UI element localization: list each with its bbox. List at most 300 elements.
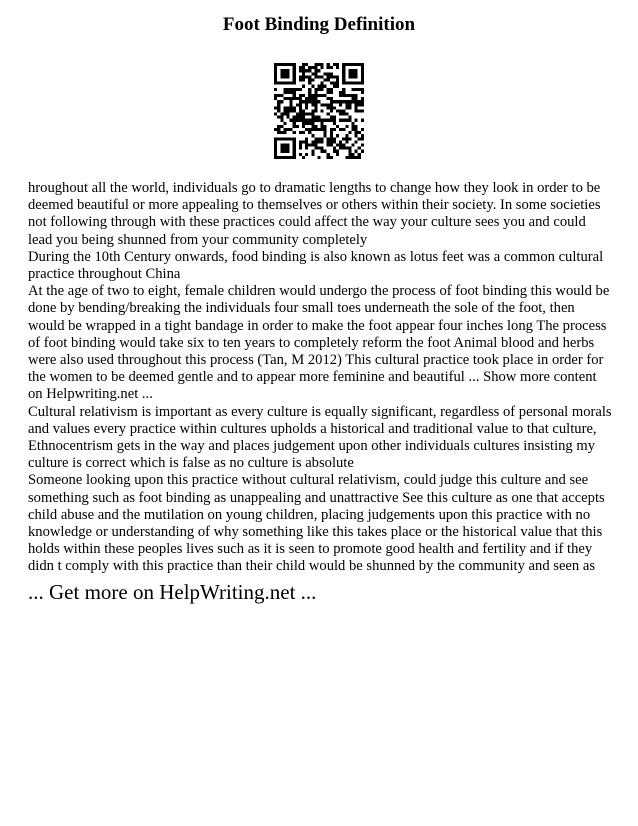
qr-module: [293, 91, 296, 94]
qr-module: [336, 85, 339, 88]
qr-module: [286, 63, 289, 66]
qr-module: [345, 147, 348, 150]
qr-module: [311, 97, 314, 100]
qr-module: [308, 69, 311, 72]
qr-module: [330, 116, 333, 119]
qr-module: [296, 116, 299, 119]
qr-module: [355, 106, 358, 109]
qr-module: [348, 72, 351, 75]
qr-module: [299, 66, 302, 69]
qr-module: [342, 94, 345, 97]
qr-module: [299, 75, 302, 78]
qr-module: [330, 156, 333, 159]
qr-module: [321, 88, 324, 91]
qr-module: [355, 140, 358, 143]
qr-module: [308, 122, 311, 125]
qr-module: [314, 144, 317, 147]
qr-module: [311, 150, 314, 153]
qr-module: [327, 75, 330, 78]
qr-module: [293, 66, 296, 69]
qr-module: [314, 137, 317, 140]
qr-module: [280, 137, 283, 140]
qr-module: [348, 137, 351, 140]
qr-module: [311, 78, 314, 81]
qr-module: [324, 119, 327, 122]
qr-module: [311, 128, 314, 131]
qr-module: [283, 131, 286, 134]
qr-module: [280, 131, 283, 134]
qr-module: [302, 66, 305, 69]
qr-module: [274, 113, 277, 116]
qr-module: [330, 97, 333, 100]
qr-module: [277, 116, 280, 119]
qr-module: [348, 69, 351, 72]
qr-module: [321, 109, 324, 112]
qr-module: [336, 125, 339, 128]
qr-module: [314, 125, 317, 128]
qr-module: [348, 153, 351, 156]
qr-module: [308, 82, 311, 85]
qr-module: [277, 125, 280, 128]
qr-module: [283, 69, 286, 72]
qr-module: [302, 113, 305, 116]
qr-module: [327, 140, 330, 143]
qr-module: [317, 85, 320, 88]
qr-module: [290, 137, 293, 140]
qr-module: [286, 137, 289, 140]
qr-module: [352, 153, 355, 156]
qr-module: [280, 156, 283, 159]
qr-module: [352, 122, 355, 125]
qr-module: [355, 82, 358, 85]
qr-module: [286, 147, 289, 150]
qr-module: [293, 147, 296, 150]
qr-module: [314, 66, 317, 69]
qr-module: [274, 144, 277, 147]
qr-module: [296, 103, 299, 106]
qr-module: [283, 88, 286, 91]
qr-module: [317, 69, 320, 72]
qr-module: [293, 109, 296, 112]
qr-module: [305, 75, 308, 78]
qr-module: [286, 128, 289, 131]
qr-module: [352, 72, 355, 75]
qr-module: [321, 82, 324, 85]
qr-module: [361, 91, 364, 94]
qr-module: [324, 128, 327, 131]
qr-module: [305, 137, 308, 140]
qr-module: [314, 91, 317, 94]
qr-module: [345, 113, 348, 116]
qr-module: [342, 119, 345, 122]
qr-module: [358, 109, 361, 112]
qr-module: [336, 153, 339, 156]
qr-module: [352, 156, 355, 159]
qr-module: [274, 153, 277, 156]
qr-module: [336, 150, 339, 153]
qr-module: [274, 72, 277, 75]
qr-module: [280, 94, 283, 97]
qr-module: [299, 103, 302, 106]
qr-module: [305, 122, 308, 125]
qr-module: [290, 103, 293, 106]
qr-module: [293, 144, 296, 147]
qr-module: [286, 82, 289, 85]
qr-module: [305, 153, 308, 156]
qr-module: [286, 69, 289, 72]
qr-module: [280, 100, 283, 103]
qr-module: [352, 88, 355, 91]
qr-module: [302, 131, 305, 134]
qr-module: [321, 137, 324, 140]
qr-module: [333, 75, 336, 78]
qr-module: [283, 122, 286, 125]
qr-module: [333, 106, 336, 109]
qr-module: [302, 69, 305, 72]
qr-module: [339, 147, 342, 150]
qr-module: [327, 144, 330, 147]
qr-module: [299, 153, 302, 156]
qr-module: [361, 134, 364, 137]
qr-module: [314, 100, 317, 103]
qr-module: [286, 156, 289, 159]
qr-module: [305, 119, 308, 122]
qr-module: [308, 75, 311, 78]
qr-module: [314, 116, 317, 119]
qr-module: [336, 144, 339, 147]
qr-module: [317, 119, 320, 122]
qr-module: [348, 116, 351, 119]
qr-module: [280, 72, 283, 75]
qr-module: [308, 144, 311, 147]
qr-module: [348, 75, 351, 78]
qr-module: [355, 94, 358, 97]
qr-module: [293, 119, 296, 122]
qr-module: [308, 97, 311, 100]
qr-module: [342, 137, 345, 140]
qr-module: [293, 88, 296, 91]
qr-module: [348, 63, 351, 66]
qr-module: [330, 66, 333, 69]
qr-module: [327, 97, 330, 100]
qr-module: [330, 109, 333, 112]
get-more-link[interactable]: ... Get more on HelpWriting.net ...: [28, 580, 317, 604]
qr-module: [330, 91, 333, 94]
qr-module: [358, 137, 361, 140]
qr-module: [308, 88, 311, 91]
qr-module: [283, 72, 286, 75]
qr-module: [283, 82, 286, 85]
qr-module: [293, 125, 296, 128]
qr-module: [311, 134, 314, 137]
qr-module: [317, 156, 320, 159]
qr-module: [330, 82, 333, 85]
qr-module: [314, 140, 317, 143]
qr-module: [358, 153, 361, 156]
qr-module: [330, 88, 333, 91]
qr-module: [274, 106, 277, 109]
qr-module: [324, 150, 327, 153]
qr-module: [321, 63, 324, 66]
paragraph-intro: hroughout all the world, individuals go to dramatic lengths to change how they look in order to be deemed beautiful or more appealing to themselves or others within their society. In some societies not following through with these practices could affect the way your culture sees you and could lead you being shunned from your community completely: [28, 180, 601, 248]
qr-module: [314, 97, 317, 100]
qr-module: [305, 147, 308, 150]
qr-module: [302, 75, 305, 78]
qr-module: [358, 100, 361, 103]
qr-module: [348, 150, 351, 153]
qr-module: [361, 69, 364, 72]
qr-module: [345, 119, 348, 122]
qr-module: [280, 75, 283, 78]
qr-module: [342, 100, 345, 103]
qr-module: [330, 131, 333, 134]
qr-module: [348, 100, 351, 103]
qr-module: [302, 63, 305, 66]
qr-module: [355, 63, 358, 66]
qr-module: [311, 122, 314, 125]
qr-module: [308, 119, 311, 122]
qr-module: [311, 119, 314, 122]
qr-module: [361, 66, 364, 69]
qr-module: [311, 153, 314, 156]
qr-module: [317, 88, 320, 91]
qr-module: [327, 156, 330, 159]
qr-module: [308, 113, 311, 116]
qr-module: [336, 63, 339, 66]
qr-module: [324, 131, 327, 134]
qr-module: [280, 69, 283, 72]
qr-module: [348, 147, 351, 150]
qr-module: [314, 147, 317, 150]
qr-module: [358, 88, 361, 91]
qr-module: [321, 125, 324, 128]
page-title: Foot Binding Definition: [222, 14, 416, 35]
qr-module: [280, 113, 283, 116]
qr-module: [361, 128, 364, 131]
qr-module: [333, 128, 336, 131]
qr-module: [302, 119, 305, 122]
qr-module: [299, 78, 302, 81]
qr-module: [339, 128, 342, 131]
qr-module: [290, 88, 293, 91]
qr-module: [352, 97, 355, 100]
qr-module: [286, 91, 289, 94]
qr-module: [361, 88, 364, 91]
qr-module: [311, 72, 314, 75]
qr-module: [361, 63, 364, 66]
qr-module: [321, 147, 324, 150]
qr-module: [305, 144, 308, 147]
qr-module: [317, 63, 320, 66]
qr-module: [274, 78, 277, 81]
qr-module: [280, 150, 283, 153]
qr-module: [302, 94, 305, 97]
qr-module: [299, 97, 302, 100]
qr-module: [277, 82, 280, 85]
qr-code-icon: [274, 63, 364, 159]
qr-module: [348, 156, 351, 159]
qr-module: [286, 106, 289, 109]
qr-module: [314, 94, 317, 97]
qr-module: [355, 109, 358, 112]
qr-module: [314, 72, 317, 75]
qr-module: [336, 78, 339, 81]
qr-module: [321, 150, 324, 153]
qr-module: [333, 137, 336, 140]
qr-module: [302, 100, 305, 103]
qr-module: [339, 100, 342, 103]
qr-module: [293, 131, 296, 134]
qr-module: [314, 119, 317, 122]
qr-module: [305, 69, 308, 72]
qr-module: [277, 137, 280, 140]
qr-module: [361, 78, 364, 81]
qr-module: [283, 63, 286, 66]
qr-module: [293, 75, 296, 78]
article-body: [28, 180, 612, 576]
qr-module: [311, 94, 314, 97]
qr-module: [305, 106, 308, 109]
qr-module: [333, 63, 336, 66]
qr-module: [314, 88, 317, 91]
qr-module: [342, 147, 345, 150]
qr-module: [336, 82, 339, 85]
qr-module: [283, 109, 286, 112]
qr-module: [324, 103, 327, 106]
qr-module: [293, 78, 296, 81]
qr-module: [286, 113, 289, 116]
qr-module: [355, 69, 358, 72]
qr-module: [286, 88, 289, 91]
qr-module: [342, 88, 345, 91]
qr-module: [296, 119, 299, 122]
qr-module: [317, 94, 320, 97]
qr-module: [274, 150, 277, 153]
qr-module: [327, 63, 330, 66]
qr-module: [330, 103, 333, 106]
qr-module: [302, 109, 305, 112]
qr-module: [361, 137, 364, 140]
qr-module: [342, 66, 345, 69]
qr-module: [305, 103, 308, 106]
qr-module: [345, 106, 348, 109]
qr-module: [327, 88, 330, 91]
qr-module: [339, 109, 342, 112]
qr-module: [342, 75, 345, 78]
qr-module: [274, 94, 277, 97]
qr-module: [308, 78, 311, 81]
qr-module: [299, 147, 302, 150]
paragraph-relativism: Cultural relativism is important as every culture is equally significant, regardless of personal morals and values every practice within cultures upholds a historical and traditional value to that culture, Ethnocentrism gets in the way and places judgement upon other individuals cultures insisting my culture is correct which is false as no culture is absolute: [28, 403, 612, 472]
qr-module: [361, 72, 364, 75]
qr-module: [352, 94, 355, 97]
qr-module: [355, 97, 358, 100]
qr-module: [355, 88, 358, 91]
qr-module: [299, 144, 302, 147]
qr-module: [342, 63, 345, 66]
qr-module: [277, 131, 280, 134]
qr-module: [293, 63, 296, 66]
qr-module: [327, 103, 330, 106]
qr-module: [352, 100, 355, 103]
qr-module: [274, 147, 277, 150]
qr-module: [274, 69, 277, 72]
qr-module: [361, 144, 364, 147]
qr-module: [324, 85, 327, 88]
qr-module: [355, 125, 358, 128]
qr-module: [321, 119, 324, 122]
qr-module: [355, 156, 358, 159]
qr-module: [302, 140, 305, 143]
qr-module: [274, 66, 277, 69]
qr-module: [330, 100, 333, 103]
qr-module: [302, 116, 305, 119]
qr-module: [345, 63, 348, 66]
qr-module: [299, 94, 302, 97]
qr-module: [361, 82, 364, 85]
qr-module: [311, 109, 314, 112]
qr-module: [330, 106, 333, 109]
qr-module: [324, 78, 327, 81]
qr-module: [352, 125, 355, 128]
qr-module: [358, 103, 361, 106]
paragraph-history: During the 10th Century onwards, food binding is also known as lotus feet was a common cultural practice throughout China: [28, 248, 604, 283]
paragraph-process: At the age of two to eight, female children would undergo the process of foot binding this would be done by bending/breaking the individuals four small toes underneath the sole of the foot, then would be wrapped in a tight bandage in order to make the foot appear four inches long The process of foot binding would take six to ten years to completely reform the foot Animal blood and herbs were also used throughout this process (Tan, M 2012) This cultural practice took place in order for the women to be deemed gentle and to appear more feminine and beautiful ... Show more content on Helpwriting.net ...: [28, 283, 610, 403]
qr-module: [274, 88, 277, 91]
qr-module: [277, 128, 280, 131]
qr-module: [317, 100, 320, 103]
qr-module: [339, 91, 342, 94]
qr-module: [293, 72, 296, 75]
qr-module: [311, 140, 314, 143]
qr-module: [361, 119, 364, 122]
qr-module: [330, 144, 333, 147]
qr-module: [330, 72, 333, 75]
qr-module: [348, 94, 351, 97]
qr-module: [324, 94, 327, 97]
qr-module: [290, 63, 293, 66]
qr-module: [299, 106, 302, 109]
qr-module: [283, 113, 286, 116]
qr-module: [280, 125, 283, 128]
qr-module: [299, 109, 302, 112]
qr-module: [305, 113, 308, 116]
qr-module: [330, 75, 333, 78]
qr-module: [314, 109, 317, 112]
qr-module: [339, 103, 342, 106]
qr-module: [280, 147, 283, 150]
qr-module: [358, 63, 361, 66]
qr-module: [342, 128, 345, 131]
qr-module: [330, 128, 333, 131]
qr-module: [283, 97, 286, 100]
qr-module: [302, 85, 305, 88]
qr-module: [361, 109, 364, 112]
qr-module: [321, 140, 324, 143]
qr-module: [280, 82, 283, 85]
qr-module: [352, 75, 355, 78]
qr-module: [283, 147, 286, 150]
qr-module: [286, 116, 289, 119]
qr-module: [274, 82, 277, 85]
qr-module: [345, 134, 348, 137]
qr-module: [358, 147, 361, 150]
qr-module: [324, 72, 327, 75]
qr-module: [345, 156, 348, 159]
qr-module: [355, 128, 358, 131]
qr-module: [274, 75, 277, 78]
qr-module: [277, 156, 280, 159]
